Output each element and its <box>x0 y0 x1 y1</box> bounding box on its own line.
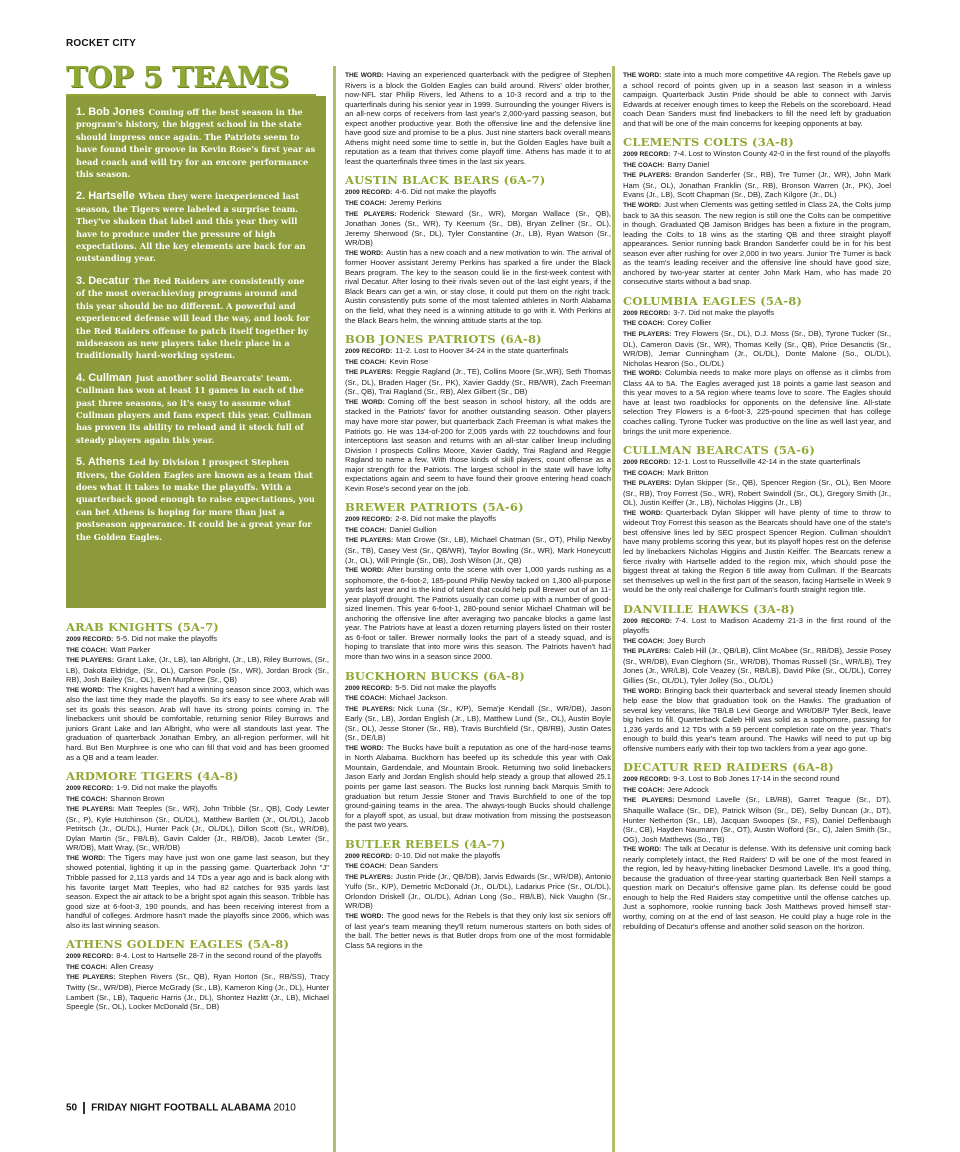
team-profile <box>66 620 329 762</box>
team-name: BUTLER REBELS (4A-7) <box>345 836 506 851</box>
top5-item-lead: 4. Cullman <box>76 371 132 384</box>
team-coach <box>345 198 611 209</box>
team-record-label: 2009 RECORD: <box>345 516 393 524</box>
team-players <box>623 170 891 200</box>
team-word <box>345 70 611 166</box>
top5-item-text: Led by Division I prospect Stephen Rivers, the Golden Eagles are known as a team that does what it takes to make the playoffs. With a quarterback good enough to raise expectations, you can bet Athens is hoping for more than just a postseason appearance. It could be a great year for the Golden Eagles. <box>76 457 315 542</box>
team-record-label: 2009 RECORD: <box>345 348 393 356</box>
team-word-text: After bursting onto the scene with over 1,000 yards rushing as a sophomore, the 6-foot-2, 185-pound Philip Newby tacked on 1,300 all-purpose yards last year and is the kind of talent that could help pull Brewer out of an 11-year playoff drought. The Patriots usually can come up with a number of good-sized linemen. This year 6-foot-1, 280-pound senior Michael Chatman will be anchoring the offensive line after averaging two pancake blocks a game last year. The Patriots have at least a dozen returning players listed on their roster as 6-foot or taller. Brewer normally looks the part of a steady squad, and is hoping to translate that into more wins this season. The Patriots haven't had more than two wins in a season since 2000. <box>345 565 611 661</box>
team-coach-text: Barry Daniel <box>667 159 710 169</box>
team-name: CULLMAN BEARCATS (5A-6) <box>623 443 815 458</box>
team-word <box>345 743 611 830</box>
team-profile <box>66 937 329 1011</box>
team-players <box>66 972 329 1011</box>
team-coach <box>66 645 329 656</box>
team-profile <box>623 294 891 436</box>
team-players <box>345 872 611 911</box>
team-players-text: Roderick Steward (Sr., WR), Morgan Wallace (Sr., QB), Jonathan Jones (Sr., WR), Ty Keenum (Sr., DB), Bryan Zellner (Sr., OL), Jeremy Sherwood (Sr., DL), Tyler Constantine (Jr., LB), Ryan Watson (Sr., WR/DB) <box>345 208 611 248</box>
team-coach-text: Daniel Gullion <box>389 524 437 534</box>
team-word-label: THE WORD: <box>66 686 105 694</box>
top5-item <box>76 275 316 362</box>
top5-title-text: TOP 5 TEAMS <box>66 60 289 94</box>
team-coach <box>623 636 891 647</box>
team-name: DECATUR RED RAIDERS (6A-8) <box>623 760 834 775</box>
team-players-text: Desmond Lavelle (Sr., LB/RB), Garret Teague (Sr., DT), Shaquille Wallace (Sr., DE), Patrick Wilson (Sr., DE), Selby Duncan (Jr., DT), Hunter Netherton (Sr., LB), Jacquan Swoopes (Sr., FS), Daniel Deffenbaugh (Sr., CB), Hayden Naumann (Sr., OT), Austin Wofford (Sr., C), Jalen Smith (Sr., OG), Josh Matthews (So., TB) <box>623 795 891 844</box>
team-record-text: 8-4. Lost to Hartselle 28-7 in the second round of the playoffs <box>116 951 322 961</box>
top5-item-text: Just another solid Bearcats' team. Cullman has won at least 11 games in each of the past three seasons, so it's easy to assume what Cullman players and fans expect this year. Cullman has proven its ability to reload and it stock full of steady players again this year. <box>76 372 312 445</box>
team-word-label: THE WORD: <box>623 370 662 378</box>
team-players-label: THE PLAYERS: <box>623 172 672 180</box>
team-record-text: 9-3. Lost to Bob Jones 17-14 in the second round <box>673 774 840 784</box>
team-players-text: Justin Pride (Jr., QB/DB), Jarvis Edwards (Sr., WR/DB), Antonio Yulfo (Sr., K/P), Demetric McDonald (Jr., OL/DL), Ladarius Price (Sr., OL/DL), Orlondon Driskell (Jr., OL/DL), Adrian Long (So., RB/LB), Nick Vaughn (Sr., WR/DB) <box>345 871 611 911</box>
team-name: COLUMBIA EAGLES (5A-8) <box>623 293 803 308</box>
team-word <box>623 508 891 595</box>
team-profile <box>623 135 891 287</box>
team-profile <box>345 173 611 325</box>
team-name: ATHENS GOLDEN EAGLES (5A-8) <box>66 937 290 952</box>
top5-item <box>76 372 316 446</box>
team-record <box>623 149 891 160</box>
team-coach-text: Watt Parker <box>110 644 151 654</box>
team-word <box>66 853 329 930</box>
team-coach-label: THE COACH: <box>66 795 108 803</box>
team-players-label: THE PLAYERS: <box>623 331 672 339</box>
team-coach-label: THE COACH: <box>623 161 665 169</box>
team-name: DANVILLE HAWKS (3A-8) <box>623 601 795 616</box>
team-players-label: THE PLAYERS: <box>345 537 394 545</box>
team-coach <box>66 962 329 973</box>
team-word-text: The Tigers may have just won one game last season, but they showed potential, lighting it up in the passing game. Quarterback John "J" Tribble passed for 2,113 yards and 14 TDs a year ago and is back along with his favorite target Matt Teeples, who had 82 catches for 935 yards last season. Expect the air attack to be a bright spot again this season. Tribble has good size at 6-foot-3, 190 pounds, and has been receiving interest from a handful of colleges. Ardmore hasn't made the playoffs since 2006, which was also its last winning season. <box>66 852 329 930</box>
team-coach-text: Dean Sanders <box>389 861 438 871</box>
column-1 <box>66 620 329 1060</box>
team-coach-label: THE COACH: <box>66 963 108 971</box>
team-word-text: The Knights haven't had a winning season since 2003, which was also the last time they made the playoffs. So it's easy to see where Arab will set its goals this season. Arab will have its strong points coming in. The linebackers unit should be comfortable, returning senior Riley Burrows and juniors Grant Lake and Ian Albright, who were all standouts last year. The graduation of quarterback Jonathan Embry, an all-region performer, will hit hard. But Ben Murphree is one who can fill that void and has been groomed as a QB and a team leader. <box>66 684 329 762</box>
team-players-text: Nick Luna (Sr., K/P), Sema'je Kendall (Sr., WR/DB), Jason Early (Sr., LB), Jordan English (Jr., LB), Matthew Lund (Sr., OL), Austin Boyle (Sr., OL), Jesse Stoner (Sr., RB), Travis Burchfield (Sr., QB/RB), Justin Oates (Sr., DE/LB) <box>345 703 611 743</box>
team-coach <box>623 468 891 479</box>
team-coach <box>623 785 891 796</box>
publication-year: 2010 <box>273 1102 296 1114</box>
team-record-text: 7-4. Lost to Winston County 42-0 in the first round of the playoffs <box>673 149 891 159</box>
team-players-label: THE PLAYERS: <box>623 648 671 656</box>
team-players-label: THE PLAYERS: <box>623 797 675 805</box>
team-profile <box>345 837 611 950</box>
team-players <box>66 655 329 685</box>
team-coach-text: Shannon Brown <box>110 793 165 803</box>
team-players-text: Brandon Sanderfer (Sr., RB), Tre Turner (Jr., WR), John Mark Ham (Sr., OL), Jonathan Franklin (Sr., RB), Bronson Warren (Jr., PK), Joel Evans (Jr., LB), Scott Chapman (Sr., DB), Zach Kilgore (Jr., DL) <box>623 170 891 200</box>
team-record-label: 2009 RECORD: <box>623 309 671 317</box>
top5-item-text: The Red Raiders are consistently one of the most overachieving programs around and this year should be no different. A powerful and experienced defense will lead the way, and look for the Red Raiders offense to patch itself together by midseason as new players take their place in a traditionally hard-working system. <box>76 275 310 361</box>
team-coach-label: THE COACH: <box>345 526 387 534</box>
team-record-label: 2009 RECORD: <box>66 953 114 961</box>
team-record-label: 2009 RECORD: <box>623 617 672 625</box>
team-name: BREWER PATRIOTS (5A-6) <box>345 500 524 515</box>
team-players-label: THE PLAYERS: <box>66 657 114 665</box>
team-profile <box>66 769 329 930</box>
team-name: ARDMORE TIGERS (4A-8) <box>66 769 239 784</box>
top5-item-lead: 1. Bob Jones <box>76 106 145 118</box>
team-record <box>345 187 611 198</box>
team-word-label: THE WORD: <box>345 913 384 921</box>
team-record-label: 2009 RECORD: <box>66 785 114 793</box>
team-word-label: THE WORD: <box>345 398 385 406</box>
team-record <box>345 346 611 357</box>
team-players-label: THE PLAYERS: <box>66 974 116 982</box>
top5-item <box>76 190 316 264</box>
team-word <box>345 565 611 661</box>
top5-title <box>66 60 316 97</box>
team-profile <box>345 500 611 661</box>
team-players-text: Matt Teeples (Sr., WR), John Tribble (Sr., QB), Cody Lewter (Sr., P), Kyle Hutchinson (Sr., OL/DL), Matthew Bartlett (Jr., OL/DL), Jacob Petritsch (Jr., OL/DL), Hunter Pack (Jr., OL/DL), Dillon Scott (Sr., WR/DB), Dylan Martin (Sr., FB/LB), Gavin Calder (Jr., RB/DB), Jacob Lewter (Sr., WR/DB), Matt Wray, (Sr., WR/DB) <box>66 804 329 853</box>
team-word-label: THE WORD: <box>345 72 384 79</box>
team-coach <box>623 318 891 329</box>
team-word-label: THE WORD: <box>66 854 106 862</box>
team-coach-label: THE COACH: <box>345 863 387 871</box>
team-players <box>66 804 329 853</box>
team-coach-text: Allen Creasy <box>110 961 154 971</box>
team-coach <box>345 357 611 368</box>
team-word <box>623 686 891 754</box>
team-word-text: The talk at Decatur is defense. With its defensive unit coming back nearly completely intact, the Red Raiders' D will be one of the most feared in the region, led by heavy-hitting linebacker Desmond Lavelle. It's a good thing, because the graduation of three-year starting quarterback Ben Neill stamps a question mark on Decatur's offensive game plan. Its defense could be good enough to help the Red Raiders stay competitive until the offense catches up. Just a sophomore, rookie running back Josh Matthews proved himself star-worthy, coming on at the end of last season. He could play a huge role in the rebuilding of Decatur's offense and another solid season on the horizon. <box>623 844 891 931</box>
team-record-text: 4-6. Did not make the playoffs <box>395 187 497 197</box>
team-players-label: THE PLAYERS: <box>345 705 395 713</box>
publication-title: FRIDAY NIGHT FOOTBALL ALABAMA <box>91 1102 271 1114</box>
team-record-text: 5-5. Did not make the playoffs <box>116 634 218 643</box>
team-word-text: The good news for the Rebels is that they only lost six seniors off of last year's team meaning they'll return numerous starters on both sides of the ball. The better news is that Butler drops from one of the most formidable Class 5A regions in the <box>345 911 611 950</box>
team-profile <box>623 602 891 754</box>
team-record-label: 2009 RECORD: <box>623 776 671 784</box>
team-record-text: 2-8. Did not make the playoffs <box>395 514 497 524</box>
team-record-label: 2009 RECORD: <box>623 459 671 467</box>
team-players-label: THE PLAYERS: <box>345 210 397 218</box>
team-word-label: THE WORD: <box>345 249 384 257</box>
team-record <box>345 851 611 862</box>
team-record <box>66 783 329 794</box>
team-record <box>623 457 891 468</box>
team-word <box>345 248 611 325</box>
team-word-label: THE WORD: <box>623 509 663 517</box>
team-profile <box>623 70 891 128</box>
team-name: AUSTIN BLACK BEARS (6A-7) <box>345 173 546 188</box>
team-players-text: Matt Crowe (Sr., LB), Michael Chatman (Sr., OT), Philip Newby (Sr., TB), Casey Vest (Sr., QB/WR), Taylor Bowling (Sr., WR), Mark Honeycutt (Jr., OL), Will Pringle (Sr., DB), Josh Wilson (Jr., QB) <box>345 535 611 565</box>
team-players-text: Dylan Skipper (Sr., QB), Spencer Region (Sr., OL), Ben Moore (Sr., RB), Troy Forrest (So., WR), Robert Swindoll (Sr., OL), Gregory Smith (Jr., OL), Justin Keiffer (Jr., LB), Nicholas Higgins (Jr., LB) <box>623 478 891 508</box>
team-name: CLEMENTS COLTS (3A-8) <box>623 135 794 150</box>
team-word-text: Just when Clements was getting settled in Class 2A, the Colts jump back to 3A this season. The new region is still one the Colts can be competitive in though. Graduated QB Jamison Bridges has been a fixture in the program, leading the Colts to 18 wins as the starting QB and three straight playoff appearances. Senior running back Brandon Sanderfer could be in for his best season ever after rushing for over 2,000 in two years. Junior Tre Turner is back as the team's leading receiver and the offensive line should have good size, anchored by two-year starter at center John Mark Ham, who has made 20 consecutive starts without a bad snap. <box>623 200 891 287</box>
team-players <box>623 478 891 508</box>
team-record-text: 7-4. Lost to Madison Academy 21-3 in the first round of the playoffs <box>623 615 891 636</box>
team-record <box>345 514 611 525</box>
team-word-text: Bringing back their quarterback and several steady linemen should help ease the blow that graduation took on the Hawks. The graduation of several key veterans, like TB/LB Levi George and WR/DB/P Tyler Beck, leave big holes to fill. Quarterback Caleb Hill was solid as a sophomore, passing for 1,236 yards and 12 TDs with a 59 percent completion rate on the year. That's enough to build this year's team around. The Hawks will need to put up big offensive numbers early with their top two tacklers from a year ago gone. <box>623 685 891 753</box>
top5-item-text: When they were inexperienced last season, the Tigers were labeled a surprise team. They've shaken that label and this year they will have to produce under the pressure of high expectations. All the key elements are back for an outstanding year. <box>76 191 306 264</box>
team-record-text: 0-10. Did not make the playoffs <box>395 850 501 860</box>
team-record <box>623 308 891 319</box>
team-word-text: Austin has a new coach and a new motivation to win. The arrival of former Hoover assistant Jeremy Perkins has sparked a fire under the Black Bears program. The key to the season could lie in the first-week contest with rival Decatur. After losing to their rivals seven out of the last eight years, if the Black Bears can get a win, or stay close, it could put them on the right track. Austin consistently puts some of the most talented athletes in North Alabama on the field, what they need is a winning attitude to go with it. With Perkins at the Black Bears helm, the winning attitude starts at the top. <box>345 247 611 325</box>
team-players-text: Trey Flowers (Sr., DL), D.J. Moss (Sr., DB), Tyrone Tucker (Sr., DL), Cameron Davis (Sr., WR), Thomas Kelly (Sr., QB), Price Desanctis (Sr., WR/DB), Jemar Cunningham (Jr., OL/DL), Donte Malone (So., OL/DL), Nicholas Hearon (So., OL/DL) <box>623 329 891 368</box>
team-word <box>66 685 329 762</box>
team-profile <box>623 760 891 931</box>
team-coach-text: Kevin Rose <box>389 356 429 366</box>
team-coach-label: THE COACH: <box>345 695 387 703</box>
team-players-text: Grant Lake, (Jr., LB), Ian Albright, (Jr., LB), Riley Burrows, (Sr., LB), Dakota Eldridge, (Sr., OL), Carson Poole (Sr., WR), Jordan Brock (Sr., RB), Josh Bailey (Sr., OL), Ben Murphree (Sr., QB) <box>66 655 329 685</box>
team-coach <box>66 794 329 805</box>
top5-item-text: Coming off the best season in the program's history, the biggest school in the state should impress once again. The Patriots seem to have found their groove in Kevin Rose's first year as head coach and will try for an encore performance this season. <box>76 107 316 180</box>
team-players <box>345 704 611 743</box>
team-coach-label: THE COACH: <box>623 320 665 328</box>
team-word-label: THE WORD: <box>623 202 662 210</box>
team-word-text: Having an experienced quarterback with the pedigree of Stephen Rivers is a block the Golden Eagles can build around. Rivers' older brother, now-NFL star Philip Rivers, led Athens to a 10-3 record and a trip to the quarterfinals during his senior year in 1999. Surrounding the younger Rivers is an all-new corps of receivers from last year's 2,000-yard passing season, but expect another productive year. Both the offensive line and the defensive line have good size and promise to be a plus. Just nine starters back overall means Athens might need some time to settle in, but the Golden Eagles have built a reputation as a team that thrives come playoff time. Athens has made it to at least the quarterfinals three times in the last six years. <box>345 70 611 166</box>
team-profile <box>623 443 891 595</box>
team-profile <box>345 332 611 493</box>
team-players-label: THE PLAYERS: <box>66 806 115 814</box>
team-players-text: Caleb Hill (Jr., QB/LB), Clint McAbee (Sr., RB/DB), Jessie Posey (Sr., WR/DB), Evan Cleghorn (Sr., WR/DB), Thomas Russell (Sr., WR/LB), Trey Jones (Jr., WR/LB), Cole Veazey (Sr., RB/LB), David Pike (Sr., OL/DL), Correy Gillies (Sr., OL/DL), Tyler Jolley (So., OL/DL) <box>623 646 891 685</box>
team-word-text: Quarterback Dylan Skipper will have plenty of time to throw to wideout Troy Forrest this season as the Bearcats should have one of the state's best offensive lines led by SEC prospect Spencer Region. Cullman shouldn't have many problems scoring this year, but its playoff hopes rest on the defense led by linebackers Nicholas Higgins and Justin Keiffer. The Bearcats renew a fierce rivalry with Hartselle added to the region mix, which should pose the biggest threat at taking the Region 6 title away from Cullman. If the Bearcats set themselves up well in the first part of the season, facing Hartselle in Week 9 would be the only real challenge for Cullman's fourth straight region title. <box>623 507 891 595</box>
top5-item-lead: 2. Hartselle <box>76 190 135 203</box>
team-players <box>623 646 891 685</box>
team-word-text: state into a much more competitive 4A region. The Rebels gave up a school record of points given up in a season last season in a winless campaign. Quarterback Justin Pride should be able to connect with Jarvis Edwards at receiver enough times to keep the Rebels on the scoreboard. Head coach Dean Sanders must find linebackers to fill the need left by graduation and that will be one of the main concerns for keeping opponents at bay. <box>623 70 891 128</box>
team-coach-text: Mark Britton <box>667 467 709 477</box>
team-players <box>623 795 891 844</box>
page-footer <box>66 1102 296 1114</box>
team-word-label: THE WORD: <box>345 744 384 752</box>
team-record-label: 2009 RECORD: <box>623 151 671 159</box>
team-profile <box>345 669 611 830</box>
team-players <box>345 535 611 565</box>
team-record-text: 12-1. Lost to Russellville 42-14 in the state quarterfinals <box>673 457 861 467</box>
team-record-label: 2009 RECORD: <box>345 189 393 197</box>
team-word-label: THE WORD: <box>623 687 662 695</box>
team-word-text: The Bucks have built a reputation as one of the hard-nose teams in North Alabama. Buckhorn has beefed up its schedule this year with Oak Mountain, Gardendale, and Mountain Brook. Returning two solid linebackers Jason Early and Jordan English should help steady a group that allowed 25.1 points per game last season. The Bucks lost running back Marquis Smith to graduation but return Jessie Stoner and Travis Burchfield to one of the top ground-gaining teams in the area. The always-tough Bucks should challenge for a playoff spot, as usual, but draw motivation from missing the postseason the past two years. <box>345 742 611 830</box>
team-coach <box>345 525 611 536</box>
team-word-label: THE WORD: <box>623 846 662 854</box>
team-coach <box>345 693 611 704</box>
team-coach <box>345 861 611 872</box>
team-record-label: 2009 RECORD: <box>345 852 393 860</box>
top5-item <box>76 106 316 180</box>
team-record <box>623 616 891 636</box>
team-record-text: 5-5. Did not make the playoffs <box>395 682 497 692</box>
column-divider-2 <box>612 66 615 1152</box>
team-word <box>623 368 891 436</box>
team-players-label: THE PLAYERS: <box>345 873 393 881</box>
team-players-label: THE PLAYERS: <box>345 369 393 377</box>
column-3 <box>623 70 891 1085</box>
team-record <box>66 634 329 645</box>
footer-divider <box>83 1102 85 1114</box>
team-word-label: THE WORD: <box>345 567 384 575</box>
team-coach-label: THE COACH: <box>623 786 665 794</box>
team-coach-label: THE COACH: <box>623 469 665 477</box>
team-record-text: 1-9. Did not make the playoffs <box>116 783 218 793</box>
team-coach <box>623 160 891 171</box>
column-2 <box>345 70 611 1085</box>
team-name: BUCKHORN BUCKS (6A-8) <box>345 668 525 683</box>
team-coach-label: THE COACH: <box>623 637 665 645</box>
team-coach-text: Jeremy Perkins <box>389 198 442 208</box>
top5-box <box>66 96 326 608</box>
team-word-text: Coming off the best season in school history, all the odds are stacked in the Patriots' favor for another outstanding season. Other players may have more star power, but quarterback Zach Freeman is what makes the Patriots go. He was 134-of-200 for 2,005 yards with 22 touchdowns and four interceptions last season and returns with an all-star caliber lineup including Division I prospects Collins Moore, Xavier Gaddy, Trai Ragland and Reggie Ragland to name a few. With those kinds of skill players, count offense as a major strength for the Patriots. The largest school in the state will have lofty expectations again and seem to have found their groove entering head coach Kevin Rose's second year on the job. <box>345 396 611 493</box>
team-word-text: Columbia needs to make more plays on offense as it climbs from Class 4A to 5A. The Eagles averaged just 18 points a game last season and this year moves to a 5A region where teams love to score. The Eagles should have at least two roadblocks for opponents on the defensive line. All-state selection Trey Flowers is a 6-foot-3, 225-pound specimen that has college coaches calling. Tyrone Tucker was productive on the line as well last year, and brings the unit more experience. <box>623 368 891 436</box>
team-word <box>345 397 611 493</box>
team-profile <box>345 70 611 166</box>
team-coach-label: THE COACH: <box>345 200 387 208</box>
team-record-label: 2009 RECORD: <box>345 684 393 692</box>
team-word-label: THE WORD: <box>623 72 662 79</box>
team-record <box>345 683 611 694</box>
team-record-text: 3-7. Did not make the playoffs <box>673 307 775 317</box>
team-coach-text: Michael Jackson. <box>389 693 448 703</box>
top5-item-lead: 3. Decatur <box>76 274 130 287</box>
team-name: ARAB KNIGHTS (5A-7) <box>66 620 219 634</box>
team-record <box>66 951 329 962</box>
team-word <box>623 844 891 931</box>
team-coach-label: THE COACH: <box>66 646 108 654</box>
team-name: BOB JONES PATRIOTS (6A-8) <box>345 332 542 347</box>
column-divider-1 <box>333 66 336 1152</box>
team-record <box>623 774 891 785</box>
team-players <box>623 329 891 368</box>
team-players <box>345 209 611 248</box>
page-number: 50 <box>66 1102 78 1114</box>
team-coach-text: Joey Burch <box>667 635 706 645</box>
team-coach-label: THE COACH: <box>345 358 387 366</box>
team-coach-text: Corey Collier <box>667 318 712 328</box>
team-coach-text: Jere Adcock <box>667 784 709 794</box>
top5-item-lead: 5. Athens <box>76 456 126 469</box>
team-players <box>345 367 611 397</box>
top5-item <box>76 456 316 543</box>
team-players-text: Stephen Rivers (Sr., QB), Ryan Horton (Sr., RB/SS), Tracy Twitty (Sr., WR/DB), Pierce McGrady (Sr., LB), Kameron King (Jr., DL), Hunter Lambert (Sr., LB), Taqueric Harris (Jr., DL), Shontez Hazlitt (Jr., LB), Michael Speegle (Sr., OL), Locker McDonald (Sr., DB) <box>66 972 329 1012</box>
team-players-label: THE PLAYERS: <box>623 480 672 488</box>
team-word <box>623 200 891 287</box>
team-players-text: Reggie Ragland (Jr., TE), Collins Moore (Sr.,WR), Seth Thomas (Sr., DL), Braden Hager (Sr., PK), Xavier Gaddy (Sr., RB/WR), Zach Freeman (Sr., QB), Trai Ragland (Sr., RB), Alex Gilbert (Sr., DB) <box>345 367 611 397</box>
team-record-label: 2009 RECORD: <box>66 636 114 643</box>
section-label: ROCKET CITY <box>66 38 136 49</box>
team-word <box>623 70 891 128</box>
team-record-text: 11-2. Lost to Hoover 34-24 in the state quarterfinals <box>395 346 569 356</box>
team-word <box>345 911 611 950</box>
